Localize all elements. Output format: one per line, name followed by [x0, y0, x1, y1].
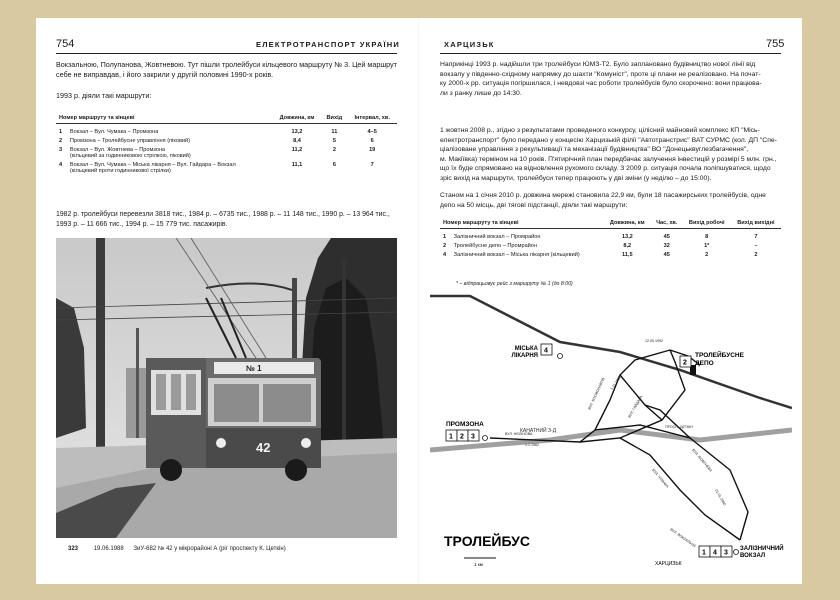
svg-text:3: 3	[724, 549, 728, 557]
table-header: Довжина, км	[273, 113, 322, 124]
trolleybus-network-map	[430, 290, 792, 580]
table-row: 2 Промзона – Тролейбусне управління (піковий) 8,4 5 6	[59, 138, 374, 144]
table-header: Вихід	[321, 113, 347, 124]
text-line: м. Макіївка) терміном на 10 років. П'ятирічний план передбачає залучення інвестицій у розмірі 5 млн. грн.,	[440, 155, 777, 163]
svg-text:4: 4	[713, 549, 717, 557]
text-line: ціалізоване управління з рекультивації та механізації будівництва" ВО "Донецьквуглезбагачення",	[440, 146, 749, 154]
station-stop	[734, 550, 739, 555]
promzona-label: ПРОМЗОНА	[446, 421, 484, 428]
photo-date: 19.06.1988	[93, 546, 124, 552]
text-line: 1982 р. тролейбуси перевезли 3818 тис., 1984 р. – 6735 тис., 1988 р. – 11 148 тис., 1990 р. – 13 964 тис.,	[56, 211, 390, 218]
svg-text:1.1.1962: 1.1.1962	[525, 443, 539, 447]
hospital-stop	[558, 354, 563, 359]
text-line: Наприкінці 1993 р. надійшли три тролейбуси ЮМЗ-Т2. Було заплановано будівництво нової лінії від	[440, 61, 756, 68]
scale-label: 1 км	[474, 562, 483, 567]
text-line: електротранспорт" було передано у концесію Харцизькій філії "Автотранстрис" ВАТ СУРМС (кол. ДП "Спе-	[440, 136, 777, 144]
table-header: Довжина, км	[604, 218, 651, 229]
text-line: депо на 50 місць, дві тягові підстанції, діяли такі маршрути:	[440, 201, 628, 209]
svg-text:ВУЛ. КОСМОНАВТІВ: ВУЛ. КОСМОНАВТІВ	[587, 377, 606, 411]
text-line: вокзалу у південно-східному напрямку до шахти "Комуніст", проте ці плани не реалізовано. На почат-	[440, 70, 761, 78]
route-sign-text: № 1	[246, 364, 262, 373]
table-header: Час, хв.	[651, 218, 683, 229]
table-header: Вихід вихідні	[731, 218, 781, 229]
text-line: ли з ранку лише до 14:30.	[440, 89, 522, 97]
text-line: 1993 р. – 11 666 тис., 1994 р. – 15 779 тис. пасажирів.	[56, 221, 228, 228]
table-row: 4 Вокзал – Вул. Чумака – Міська лікарня – Вул. Гайдара – Вокзал (кільцевий проти годинникової стрілки) 11,1 6 7	[59, 162, 374, 174]
svg-text:12.05.1992: 12.05.1992	[645, 339, 663, 343]
routes-2010-table	[440, 218, 781, 260]
text-line: що їх буде спрямовано на відновлення рухомого складу. З 2009 р. ситуація почала поліпшуватися, щодо	[440, 165, 771, 173]
table-row: 2 Тролейбусне депо – Промрайон 8,2 32 1* –	[443, 243, 758, 249]
hospital-label: ЛІКАРНЯ	[511, 353, 538, 359]
map-title: ТРОЛЕЙБУС	[444, 533, 531, 549]
svg-text:ВУЛ. ГАЙДАРА: ВУЛ. ГАЙДАРА	[627, 394, 644, 419]
svg-text:1: 1	[702, 549, 706, 557]
passengers-paragraph	[56, 210, 390, 230]
svg-text:3: 3	[471, 433, 475, 441]
svg-text:01.01.1990: 01.01.1990	[714, 488, 727, 507]
svg-text:4: 4	[544, 347, 548, 355]
text-line: себе не виправдав, і його закрили у другій половині 1990-х років.	[56, 70, 274, 79]
right-page	[420, 18, 802, 584]
station-label: ЗАЛІЗНИЧНИЙ	[740, 546, 784, 552]
svg-text:ВУЛ. ЖОВТНЕВА: ВУЛ. ЖОВТНЕВА	[691, 448, 713, 473]
photo-caption-text: ЗиУ-682 № 42 у мікрорайоні А (рiг проспекту К. Цеткін)	[133, 546, 286, 552]
station-label: ВОКЗАЛ	[740, 553, 766, 559]
table-footnote: * – відпрацьовує рейс з маршруту № 1 (до 8:00)	[456, 281, 573, 287]
depot-label: ДЕПО	[695, 360, 714, 367]
paragraph-1	[440, 60, 762, 98]
table-header: Вихід робочі	[683, 218, 731, 229]
header-rule	[440, 53, 781, 54]
hospital-label: МІСЬКА	[514, 346, 538, 352]
paragraph-2	[440, 126, 777, 184]
text-line: 1 жовтня 2008 р., згідно з результатами проведеного конкурсу, цілісний майновий комплекс КП "Місь-	[440, 127, 760, 134]
station-route-boxes	[699, 546, 732, 557]
routes-intro: 1993 р. діяли такі маршрути:	[56, 91, 152, 100]
trolleybus-photo	[56, 238, 397, 538]
text-line: зріс вихід на маршрути, тролейбуси тепер працюють у дві зміни (у неділю – до 15:00).	[440, 174, 712, 182]
depot-label: ТРОЛЕЙБУСНЕ	[695, 352, 744, 359]
photo-number: 323	[68, 546, 79, 552]
left-running-head: ЕЛЕКТРОТРАНСПОРТ УКРАЇНИ	[256, 40, 400, 49]
river-label: КАНАТНИЙ З-Д	[520, 428, 557, 434]
text-line: Вокзальною, Полупанова, Жовтневою. Тут пішли тролейбуси кільцевого маршруту № 3. Цей маршрут	[56, 60, 397, 69]
text-line: Станом на 1 січня 2010 р. довжина мережі становила 22,9 км, були 18 пасажирських тролейбусів, одне	[440, 192, 766, 199]
table-header: Номер маршруту та кінцеві	[440, 218, 604, 229]
left-page-number: 754	[56, 38, 75, 50]
header-rule	[56, 53, 397, 54]
text-line: ку 2000-х рр. ситуація погіршилася, і невдовзі час роботи тролейбусів було скорочено: вони працюва-	[440, 80, 762, 88]
svg-text:2: 2	[460, 433, 464, 441]
right-running-head: ХАРЦИЗЬК	[444, 40, 495, 49]
left-page	[36, 18, 418, 584]
town-label: ХАРЦИЗЬК	[655, 561, 682, 567]
svg-text:2: 2	[683, 359, 687, 367]
promzona-stop	[483, 436, 488, 441]
table-row: 3 Вокзал – Вул. Жовтнева – Промзона (кільцевий за годинниковою стрілкою, піковий) 11,2 2 19	[59, 147, 376, 159]
svg-text:ВУЛ. ЧУМАКА: ВУЛ. ЧУМАКА	[651, 468, 670, 489]
svg-text:ПРОСП. ЦЕТКІН: ПРОСП. ЦЕТКІН	[665, 425, 693, 429]
routes-1993-table	[56, 113, 397, 176]
table-row: 1 Залізничний вокзал – Промрайон 13,2 45 8 7	[443, 234, 758, 240]
svg-text:ВУЛ. ВОКЗАЛЬНА: ВУЛ. ВОКЗАЛЬНА	[669, 527, 697, 549]
svg-text:1.11.1982: 1.11.1982	[609, 375, 622, 391]
right-page-number: 755	[766, 38, 785, 50]
paragraph-3	[440, 191, 766, 210]
promzona-route-boxes	[446, 430, 479, 441]
table-row: 4 Залізничний вокзал – Міська лікарня (кільцевий) 11,5 45 2 2	[443, 252, 758, 258]
fleet-number-text: 42	[256, 440, 271, 455]
table-row: 1 Вокзал – Вул. Чумака – Промзона 13,2 11 4–5	[59, 129, 377, 135]
photo-caption	[68, 546, 286, 552]
table-header: Інтервал, хв.	[347, 113, 397, 124]
svg-text:ВУЛ. НЄЛІНОВА: ВУЛ. НЄЛІНОВА	[505, 432, 533, 436]
intro-paragraph	[56, 60, 397, 80]
svg-text:1: 1	[449, 433, 453, 441]
table-header: Номер маршруту та кінцеві	[56, 113, 273, 124]
